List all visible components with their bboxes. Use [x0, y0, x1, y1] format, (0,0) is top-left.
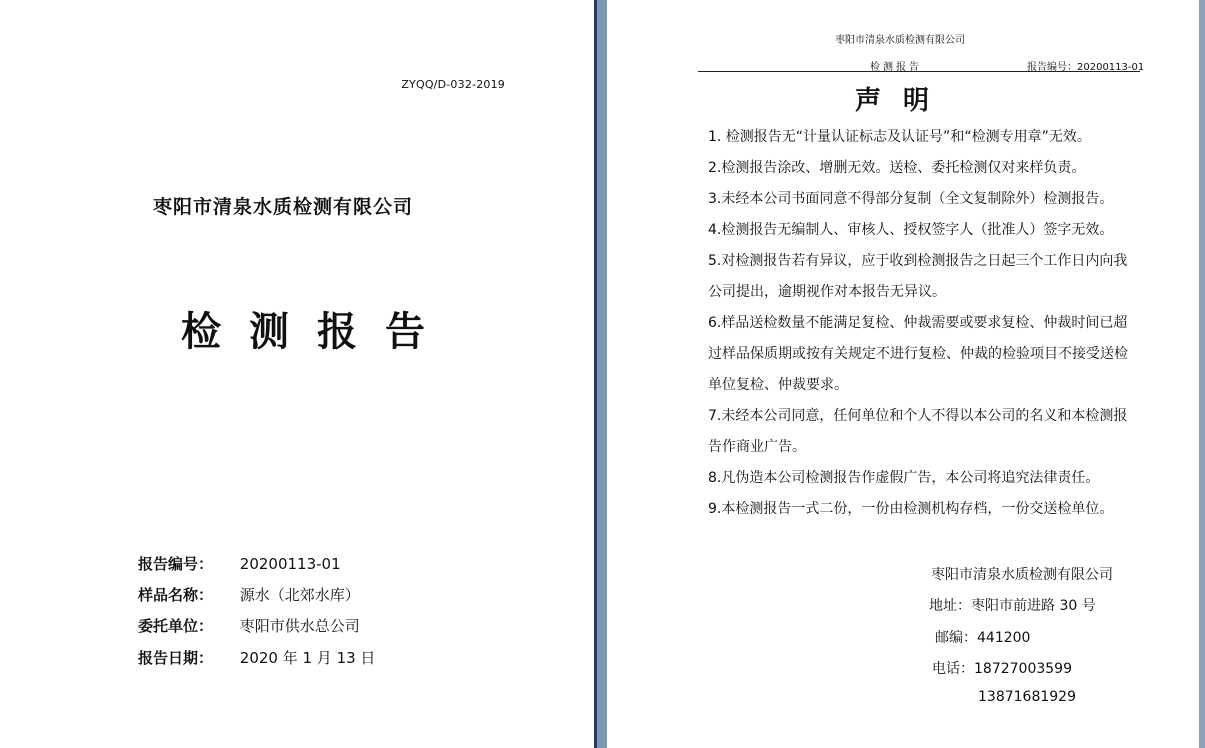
info-value: 2020 年 1 月 13 日 — [239, 649, 376, 667]
statement-item: 9.本检测报告一式二份，一份由检测机构存档，一份交送检单位。 — [708, 501, 1114, 517]
statement-item: 3.未经本公司书面同意不得部分复制（全文复制除外）检测报告。 — [708, 191, 1114, 207]
info-value: 源水（北郊水库） — [239, 586, 360, 604]
contact-phone-2: 13871681929 — [978, 689, 1076, 705]
contact-phone: 电话：18727003599 — [932, 661, 1072, 677]
company-name: 枣阳市清泉水质检测有限公司 — [153, 196, 414, 218]
statement-item: 1. 检测报告无“计量认证标志及认证号”和“检测专用章”无效。 — [708, 129, 1091, 145]
statement-item: 7.未经本公司同意，任何单位和个人不得以本公司的名义和本检测报告作商业广告。 — [708, 408, 1128, 455]
contact-address: 地址：枣阳市前进路 30 号 — [929, 598, 1096, 614]
statement-list — [708, 122, 1128, 525]
header-report-label: 检测报告 — [870, 62, 922, 73]
info-label: 报告日期： — [138, 649, 214, 667]
info-row-sample-name — [138, 584, 360, 605]
info-value: 枣阳市供水总公司 — [239, 617, 360, 635]
statement-item: 6.样品送检数量不能满足复检、仲裁需要或要求复检、仲裁时间已超过样品保质期或按有关规定不进行复检、仲裁的检验项目不接受送检单位复检、仲裁要求。 — [708, 315, 1128, 393]
header-divider — [698, 71, 1140, 72]
statement-item: 8.凡伪造本公司检测报告作虚假广告，本公司将追究法律责任。 — [708, 470, 1100, 486]
header-report-number: 报告编号：20200113-01 — [1027, 62, 1145, 73]
info-value: 20200113-01 — [239, 555, 341, 573]
info-row-client — [138, 615, 360, 636]
statement-title: 声明 — [855, 86, 952, 116]
info-label: 委托单位： — [138, 617, 214, 635]
contact-company: 枣阳市清泉水质检测有限公司 — [931, 567, 1113, 583]
info-row-report-number — [138, 553, 341, 574]
header-company: 枣阳市清泉水质检测有限公司 — [835, 35, 965, 46]
window-edge — [1199, 0, 1205, 748]
statement-item: 2.检测报告涂改、增删无效。送检、委托检测仅对来样负责。 — [708, 160, 1086, 176]
info-row-report-date — [138, 647, 375, 668]
cover-page — [0, 0, 594, 748]
statement-item: 4.检测报告无编制人、审核人、授权签字人（批准人）签字无效。 — [708, 222, 1114, 238]
contact-postcode: 邮编：441200 — [935, 630, 1031, 646]
info-label: 报告编号： — [138, 555, 214, 573]
info-label: 样品名称： — [138, 586, 214, 604]
statement-page — [607, 0, 1199, 748]
page-separator — [594, 0, 607, 748]
statement-item: 5.对检测报告若有异议，应于收到检测报告之日起三个工作日内向我公司提出，逾期视作对本报告无异议。 — [708, 253, 1128, 300]
document-code: ZYQQ/D-032-2019 — [401, 78, 505, 91]
report-title: 检测报告 — [181, 308, 453, 355]
